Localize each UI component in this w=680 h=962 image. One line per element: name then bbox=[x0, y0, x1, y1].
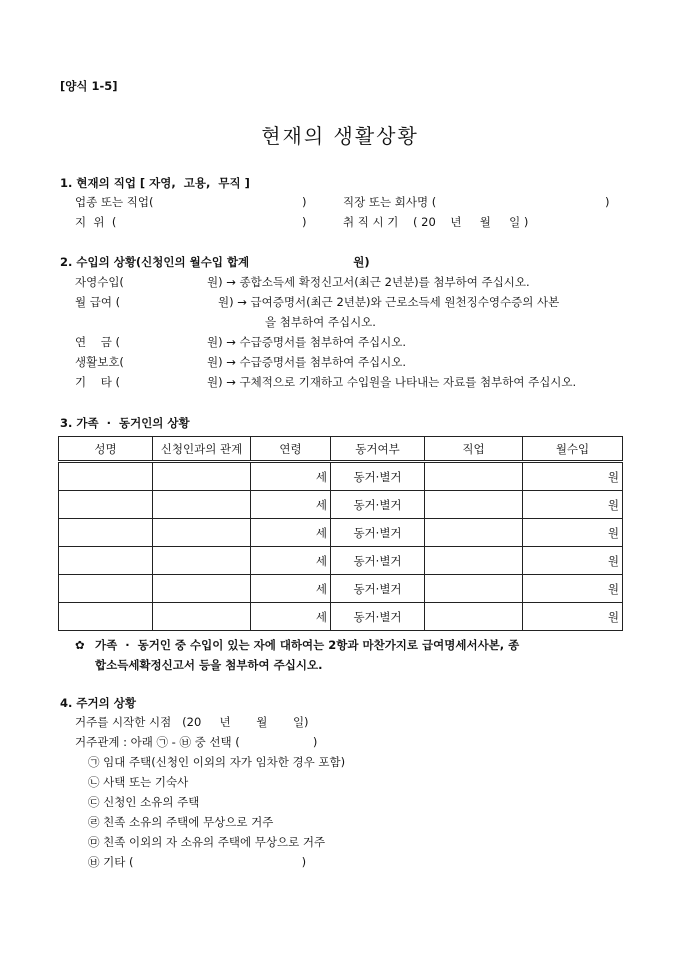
income-instruction-cont: 을 첨부하여 주십시오. bbox=[265, 315, 376, 329]
family-table bbox=[58, 436, 623, 631]
table-row bbox=[59, 519, 623, 547]
income-cell[interactable]: 원 bbox=[523, 491, 623, 519]
column-header: 성명 bbox=[59, 437, 153, 462]
age-cell[interactable]: 세 bbox=[251, 491, 331, 519]
name-cell[interactable] bbox=[59, 462, 153, 491]
residence-option: ㉢ 신청인 소유의 주택 bbox=[88, 795, 200, 809]
table-row bbox=[59, 491, 623, 519]
relation-cell[interactable] bbox=[153, 547, 251, 575]
column-header: 연령 bbox=[251, 437, 331, 462]
relation-cell[interactable] bbox=[153, 519, 251, 547]
residence-option: ㉠ 임대 주택(신청인 이외의 자가 임차한 경우 포함) bbox=[88, 755, 346, 769]
age-cell[interactable]: 세 bbox=[251, 547, 331, 575]
cohabit-cell[interactable]: 동거·별거 bbox=[331, 575, 425, 603]
income-label: 생활보호( bbox=[75, 355, 124, 369]
job-label: 업종 또는 직업( bbox=[75, 195, 154, 209]
residence-start-field[interactable]: 거주를 시작한 시점 (20 년 월 일) bbox=[75, 715, 309, 729]
name-cell[interactable] bbox=[59, 547, 153, 575]
income-instruction: 원) → 구체적으로 기재하고 수입원을 나타내는 자료를 첨부하여 주십시오. bbox=[207, 375, 577, 389]
income-instruction: 원) → 수급증명서를 첨부하여 주십시오. bbox=[207, 335, 407, 349]
age-cell[interactable]: 세 bbox=[251, 519, 331, 547]
company-field-close[interactable]: ) bbox=[605, 195, 610, 209]
income-cell[interactable]: 원 bbox=[523, 462, 623, 491]
section4-heading: 4. 주거의 상황 bbox=[60, 696, 136, 710]
table-row bbox=[59, 603, 623, 631]
table-row bbox=[59, 462, 623, 491]
job-field-close[interactable]: ) bbox=[302, 195, 307, 209]
form-id: [양식 1-5] bbox=[60, 79, 118, 93]
income-cell[interactable]: 원 bbox=[523, 575, 623, 603]
column-header: 동거여부 bbox=[331, 437, 425, 462]
company-label: 직장 또는 회사명 ( bbox=[343, 195, 437, 209]
income-instruction: 원) → 종합소득세 확정신고서(최근 2년분)를 첨부하여 주십시오. bbox=[207, 275, 530, 289]
residence-option: ㉤ 친족 이외의 자 소유의 주택에 무상으로 거주 bbox=[88, 835, 326, 849]
table-row bbox=[59, 575, 623, 603]
note-line-1: 가족 · 동거인 중 수입이 있는 자에 대하여는 2항과 마찬가지로 급여명세서사본, 종 bbox=[95, 638, 520, 652]
job-cell[interactable] bbox=[425, 547, 523, 575]
cohabit-cell[interactable]: 동거·별거 bbox=[331, 462, 425, 491]
age-cell[interactable]: 세 bbox=[251, 462, 331, 491]
page-title: 현재의 생활상황 bbox=[261, 124, 419, 148]
residence-option-other[interactable]: ㉥ 기타 ( ) bbox=[88, 855, 307, 869]
table-header-row bbox=[59, 437, 623, 462]
relation-cell[interactable] bbox=[153, 462, 251, 491]
note-line-2: 합소득세확정신고서 등을 첨부하여 주십시오. bbox=[95, 658, 323, 672]
name-cell[interactable] bbox=[59, 491, 153, 519]
residence-option: ㉣ 친족 소유의 주택에 무상으로 거주 bbox=[88, 815, 274, 829]
name-cell[interactable] bbox=[59, 575, 153, 603]
income-instruction: 원) → 급여증명서(최근 2년분)와 근로소득세 원천징수영수증의 사본 bbox=[218, 295, 560, 309]
income-cell[interactable]: 원 bbox=[523, 603, 623, 631]
age-cell[interactable]: 세 bbox=[251, 575, 331, 603]
column-header: 신청인과의 관계 bbox=[153, 437, 251, 462]
name-cell[interactable] bbox=[59, 603, 153, 631]
job-cell[interactable] bbox=[425, 603, 523, 631]
name-cell[interactable] bbox=[59, 519, 153, 547]
cohabit-cell[interactable]: 동거·별거 bbox=[331, 491, 425, 519]
residence-relation-field[interactable]: 거주관계 : 아래 ㉠ - ㉥ 중 선택 ( ) bbox=[75, 735, 318, 749]
income-label: 연 금 ( bbox=[75, 335, 120, 349]
section3-heading: 3. 가족 · 동거인의 상황 bbox=[60, 416, 190, 430]
cohabit-cell[interactable]: 동거·별거 bbox=[331, 519, 425, 547]
income-instruction: 원) → 수급증명서를 첨부하여 주십시오. bbox=[207, 355, 407, 369]
column-header: 직업 bbox=[425, 437, 523, 462]
income-cell[interactable]: 원 bbox=[523, 519, 623, 547]
relation-cell[interactable] bbox=[153, 603, 251, 631]
hire-date-field[interactable]: ( 20 년 월 일 ) bbox=[413, 215, 529, 229]
relation-cell[interactable] bbox=[153, 575, 251, 603]
age-cell[interactable]: 세 bbox=[251, 603, 331, 631]
section1-heading: 1. 현재의 직업 [ 자영, 고용, 무직 ] bbox=[60, 176, 250, 190]
residence-option: ㉡ 사택 또는 기숙사 bbox=[88, 775, 189, 789]
section2-heading: 2. 수입의 상황(신청인의 월수입 합계 원) bbox=[60, 255, 370, 269]
column-header: 월수입 bbox=[523, 437, 623, 462]
hire-label: 취 직 시 기 bbox=[343, 215, 399, 229]
position-label: 지 위 ( bbox=[75, 215, 117, 229]
table-row bbox=[59, 547, 623, 575]
cohabit-cell[interactable]: 동거·별거 bbox=[331, 547, 425, 575]
job-cell[interactable] bbox=[425, 575, 523, 603]
job-cell[interactable] bbox=[425, 462, 523, 491]
income-label: 기 타 ( bbox=[75, 375, 120, 389]
relation-cell[interactable] bbox=[153, 491, 251, 519]
position-field-close[interactable]: ) bbox=[302, 215, 307, 229]
note-star-icon: ✿ bbox=[75, 638, 85, 652]
cohabit-cell[interactable]: 동거·별거 bbox=[331, 603, 425, 631]
income-label: 월 급여 ( bbox=[75, 295, 121, 309]
income-label: 자영수입( bbox=[75, 275, 124, 289]
job-cell[interactable] bbox=[425, 519, 523, 547]
income-cell[interactable]: 원 bbox=[523, 547, 623, 575]
job-cell[interactable] bbox=[425, 491, 523, 519]
